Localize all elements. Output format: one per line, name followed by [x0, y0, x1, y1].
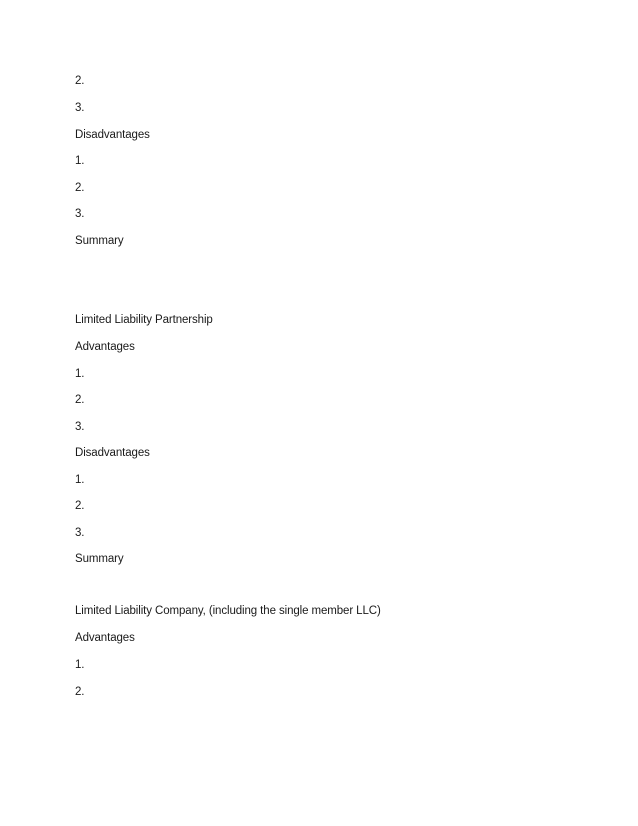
list-number: 2. [75, 182, 85, 194]
list-number: 1. [75, 474, 85, 486]
list-number: 2. [75, 686, 85, 698]
section-heading-advantages: Advantages [75, 632, 135, 644]
list-number: 2. [75, 75, 85, 87]
list-number: 3. [75, 527, 85, 539]
list-number: 3. [75, 421, 85, 433]
section-heading-summary: Summary [75, 553, 124, 565]
section-heading-summary: Summary [75, 235, 124, 247]
list-number: 1. [75, 659, 85, 671]
entity-heading-llc: Limited Liability Company, (including the single member LLC) [75, 605, 381, 617]
list-number: 3. [75, 102, 85, 114]
section-heading-advantages: Advantages [75, 341, 135, 353]
section-heading-disadvantages: Disadvantages [75, 447, 150, 459]
list-number: 3. [75, 208, 85, 220]
section-heading-disadvantages: Disadvantages [75, 129, 150, 141]
list-number: 1. [75, 155, 85, 167]
entity-heading-llp: Limited Liability Partnership [75, 314, 213, 326]
list-number: 2. [75, 394, 85, 406]
list-number: 2. [75, 500, 85, 512]
list-number: 1. [75, 368, 85, 380]
